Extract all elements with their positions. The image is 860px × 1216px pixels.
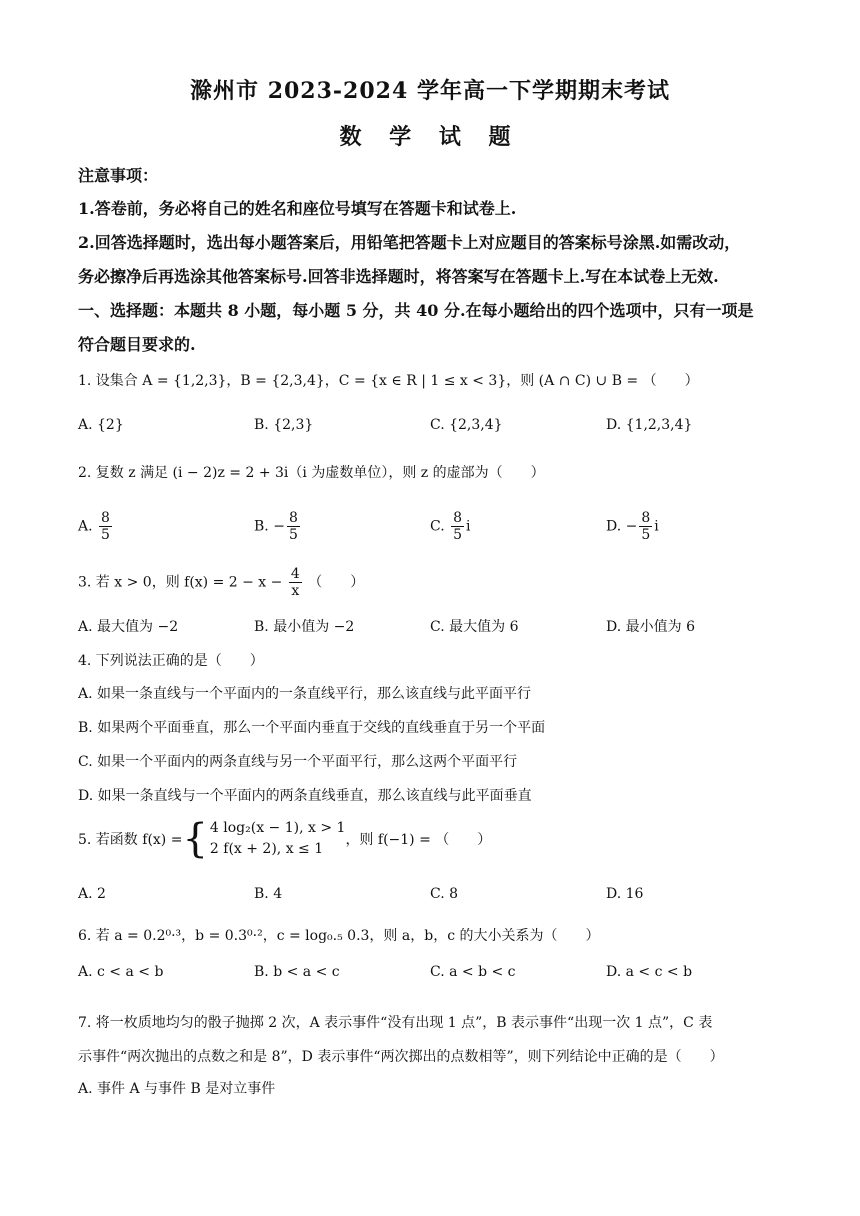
question-3-option-a: A. 最大值为 −2 bbox=[78, 619, 179, 635]
question-1-option-d: D. {1,2,3,4} bbox=[606, 417, 693, 433]
minus-sign: − bbox=[625, 518, 638, 535]
piecewise-case-2: 2 f(x + 2), x ≤ 1 bbox=[209, 841, 324, 857]
minus-sign: − bbox=[273, 518, 285, 535]
fraction-denominator: 5 bbox=[641, 527, 651, 544]
piecewise-case-1: 4 log₂(x − 1), x > 1 bbox=[209, 820, 346, 836]
question-2-stem: 2. 复数 z 满足 (i − 2)z = 2 + 3i（i 为虚数单位），则 z 的虚部为（ ） bbox=[78, 465, 545, 481]
question-4-option-a: A. 如果一条直线与一个平面内的一条直线平行，那么该直线与此平面平行 bbox=[78, 686, 532, 702]
question-6-stem: 6. 若 a = 0.2⁰·³，b = 0.3⁰·²，c = log₀.₅ 0.3，则 a，b，c 的大小关系为（ ） bbox=[78, 928, 600, 944]
question-7-line-1: 7. 将一枚质地均匀的骰子抛掷 2 次，A 表示事件“没有出现 1 点”，B 表示事件“出现一次 1 点”，C 表 bbox=[78, 1015, 713, 1031]
fraction-denominator: 5 bbox=[288, 527, 298, 544]
question-2-option-c bbox=[430, 510, 471, 543]
question-4-option-c: C. 如果一个平面内的两条直线与另一个平面平行，那么这两个平面平行 bbox=[78, 754, 518, 770]
piecewise-cases bbox=[210, 818, 346, 860]
question-5-option-d: D. 16 bbox=[606, 886, 644, 902]
question-3-stem-post: （ ） bbox=[308, 574, 365, 591]
question-5-option-a: A. 2 bbox=[78, 886, 106, 902]
imaginary-unit: i bbox=[466, 518, 471, 535]
fraction-denominator: 5 bbox=[101, 527, 110, 544]
question-3-stem bbox=[78, 566, 364, 599]
notice-item-1: 1.答卷前，务必将自己的姓名和座位号填写在答题卡和试卷上. bbox=[78, 199, 517, 218]
question-2-option-b bbox=[254, 510, 302, 543]
question-5-option-b: B. 4 bbox=[254, 886, 283, 902]
section-1-line-1: 一、选择题：本题共 8 小题，每小题 5 分，共 40 分.在每小题给出的四个选项中，只有一项是 bbox=[78, 301, 754, 320]
question-3-option-b: B. 最小值为 −2 bbox=[254, 619, 355, 635]
question-1-option-c: C. {2,3,4} bbox=[430, 417, 503, 433]
notice-heading: 注意事项： bbox=[78, 166, 159, 185]
question-4-option-b: B. 如果两个平面垂直，那么一个平面内垂直于交线的直线垂直于另一个平面 bbox=[78, 720, 546, 736]
fraction-numerator: 8 bbox=[453, 510, 463, 526]
question-4-stem: 4. 下列说法正确的是（ ） bbox=[78, 653, 264, 669]
notice-item-2-line-1: 2.回答选择题时，选出每小题答案后，用铅笔把答题卡上对应题目的答案标号涂黑.如需改动， bbox=[78, 233, 741, 252]
option-label: C. bbox=[430, 518, 445, 535]
option-label: B. bbox=[254, 518, 269, 535]
fraction bbox=[287, 510, 300, 543]
fraction bbox=[99, 510, 112, 543]
question-7-option-a: A. 事件 A 与事件 B 是对立事件 bbox=[78, 1081, 276, 1097]
fraction-numerator: 4 bbox=[290, 566, 300, 582]
question-2-option-d bbox=[606, 510, 659, 543]
question-1-option-b: B. {2,3} bbox=[254, 417, 314, 433]
question-3-stem-pre: 3. 若 x > 0，则 f(x) = 2 − x − bbox=[78, 574, 283, 591]
option-label: A. bbox=[78, 518, 93, 535]
fraction-numerator: 8 bbox=[101, 510, 110, 526]
question-3-option-d: D. 最小值为 6 bbox=[606, 619, 695, 635]
fraction bbox=[451, 510, 464, 543]
question-5-stem-post: ，则 f(−1) = （ ） bbox=[345, 832, 492, 848]
question-5-stem-pre: 5. 若函数 f(x) = bbox=[78, 832, 183, 848]
fraction-numerator: 8 bbox=[288, 510, 298, 526]
question-4-option-d: D. 如果一条直线与一个平面内的两条直线垂直，那么该直线与此平面垂直 bbox=[78, 788, 532, 804]
question-1-option-a: A. {2} bbox=[78, 417, 124, 433]
exam-subtitle: 数 学 试 题 bbox=[339, 124, 521, 150]
left-brace: { bbox=[182, 816, 208, 862]
fraction bbox=[289, 566, 302, 599]
fraction bbox=[639, 510, 652, 543]
question-5-option-c: C. 8 bbox=[430, 886, 459, 902]
question-3-option-c: C. 最大值为 6 bbox=[430, 619, 519, 635]
question-6-option-c: C. a < b < c bbox=[430, 964, 516, 980]
question-6-option-b: B. b < a < c bbox=[254, 964, 340, 980]
imaginary-unit: i bbox=[654, 518, 659, 535]
exam-title: 滁州市 2023-2024 学年高一下学期期末考试 bbox=[190, 78, 670, 104]
notice-item-2-line-2: 务必擦净后再选涂其他答案标号.回答非选择题时，将答案写在答题卡上.写在本试卷上无效. bbox=[78, 267, 719, 286]
question-6-option-a: A. c < a < b bbox=[78, 964, 164, 980]
question-5-stem bbox=[78, 818, 491, 860]
option-label: D. bbox=[606, 518, 622, 535]
section-1-line-2: 符合题目要求的. bbox=[78, 335, 196, 354]
fraction-denominator: 5 bbox=[453, 527, 463, 544]
piecewise-function bbox=[78, 818, 491, 860]
question-2-option-a bbox=[78, 510, 114, 543]
fraction-numerator: 8 bbox=[641, 510, 651, 526]
fraction-denominator: x bbox=[291, 583, 300, 600]
question-7-line-2: 示事件“两次抛出的点数之和是 8”，D 表示事件“两次掷出的点数相等”，则下列结论中正确的是（ ） bbox=[78, 1049, 724, 1065]
question-1-stem: 1. 设集合 A = {1,2,3}，B = {2,3,4}，C = {x ∈ R | 1 ≤ x < 3}，则 (A ∩ C) ∪ B = （ ） bbox=[78, 373, 699, 389]
question-6-option-d: D. a < c < b bbox=[606, 964, 693, 980]
